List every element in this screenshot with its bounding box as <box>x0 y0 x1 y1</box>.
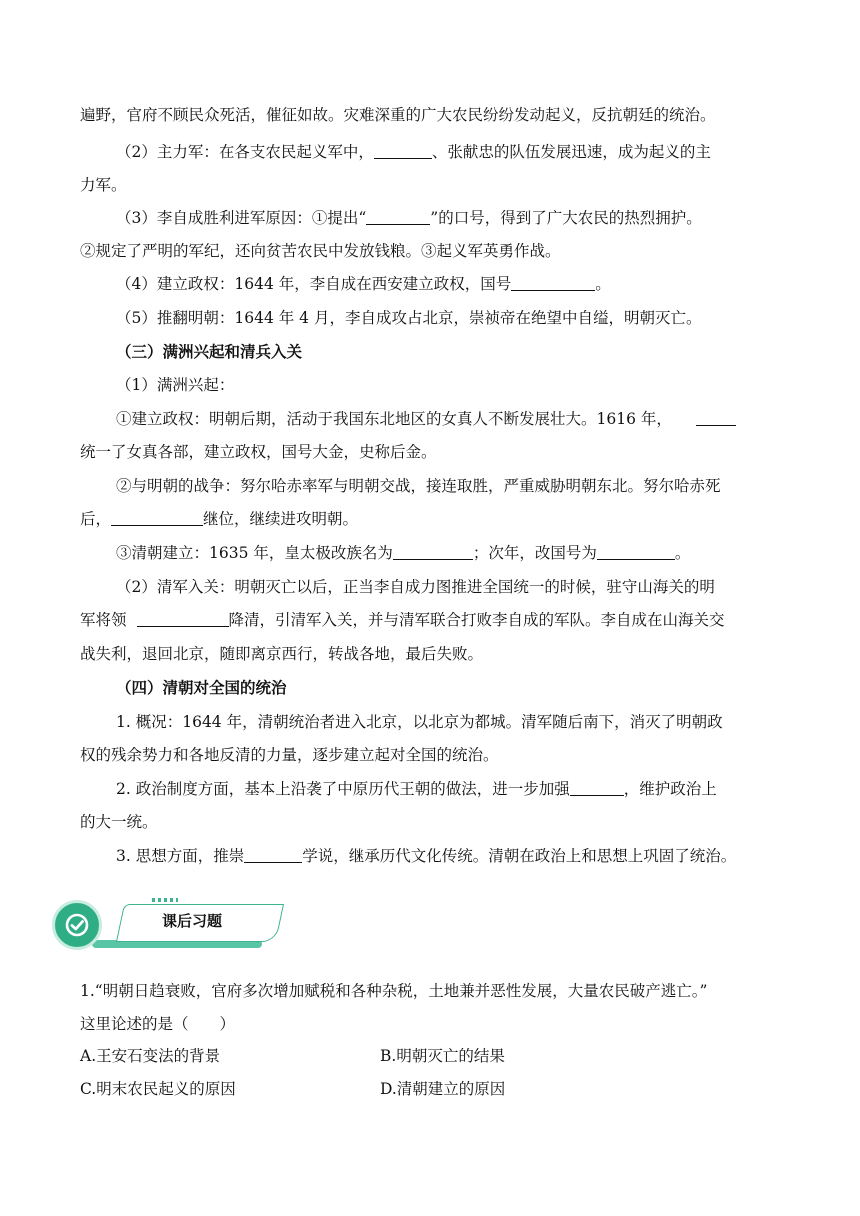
question-1-stem: 1.“明朝日趋衰败，官府多次增加赋税和各种杂税，土地兼并恶性发展，大量农民破产逃亡。” <box>80 982 708 1000</box>
paragraph-qing-entry-cont-2: 战失利，退回北京，随即离京西行，转战各地，最后失败。 <box>80 645 484 663</box>
paragraph-war-with-ming-cont: 后， 继位，继续进攻明朝。 <box>80 510 359 528</box>
answer-blank[interactable] <box>111 510 203 526</box>
paragraph-qing-entry-cont: 军将领 降清，引清军入关，并与清军联合打败李自成的军队。李自成在山海关交 <box>80 611 725 629</box>
answer-blank[interactable] <box>244 847 302 863</box>
answer-blank[interactable] <box>393 544 473 560</box>
answer-blank[interactable] <box>374 143 432 159</box>
option-a[interactable]: A.王安石变法的背景 <box>80 1047 221 1065</box>
paragraph-qing-entry: （2）清军入关：明朝灭亡以后，正当李自成力图推进全国统一的时候，驻守山海关的明 <box>116 578 715 596</box>
banner-label: 课后习题 <box>162 912 223 930</box>
answer-blank[interactable] <box>597 544 675 560</box>
answer-blank[interactable] <box>366 209 430 225</box>
paragraph-qing-founded: ③清朝建立：1635 年，皇太极改族名为 ；次年，改国号为 。 <box>116 544 691 562</box>
exercise-section-banner <box>52 896 242 954</box>
paragraph-manchu-rise: （1）满洲兴起： <box>116 376 235 394</box>
paragraph-political-system-cont: 的大一统。 <box>80 813 158 831</box>
option-c[interactable]: C.明末农民起义的原因 <box>80 1080 236 1098</box>
banner-stripes <box>152 898 178 902</box>
answer-blank[interactable] <box>570 780 624 796</box>
check-circle-icon <box>52 900 102 950</box>
paragraph-political-system: 2. 政治制度方面，基本上沿袭了中原历代王朝的做法，进一步加强 ，维护政治上 <box>116 780 717 798</box>
paragraph-main-force: （2）主力军：在各支农民起义军中， 、张献忠的队伍发展迅速，成为起义的主 <box>116 143 711 161</box>
paragraph-famine: 遍野，官府不顾民众死活，催征如故。灾难深重的广大农民纷纷发动起义，反抗朝廷的统治。 <box>80 106 716 124</box>
paragraph-war-with-ming: ②与明朝的战争：努尔哈赤率军与明朝交战，接连取胜，严重威胁明朝东北。努尔哈赤死 <box>116 477 721 495</box>
answer-blank[interactable] <box>511 275 595 291</box>
paragraph-ideology: 3. 思想方面，推崇 学说，继承历代文化传统。清朝在政治上和思想上巩固了统治。 <box>116 847 737 865</box>
paragraph-overview: 1. 概况：1644 年，清朝统治者进入北京，以北京为都城。清军随后南下，消灭了明朝政 <box>116 713 723 731</box>
option-d[interactable]: D.清朝建立的原因 <box>380 1080 506 1098</box>
paragraph-victory-reasons-cont: ②规定了严明的军纪，还向贫苦农民中发放钱粮。③起义军英勇作战。 <box>80 242 561 260</box>
paragraph-later-jin: ①建立政权：明朝后期，活动于我国东北地区的女真人不断发展壮大。1616 年， <box>116 408 780 430</box>
paragraph-overview-cont: 权的残余势力和各地反清的力量，逐步建立起对全国的统治。 <box>80 746 499 764</box>
option-b[interactable]: B.明朝灭亡的结果 <box>380 1047 505 1065</box>
section-heading-4: （四）清朝对全国的统治 <box>116 679 287 697</box>
answer-blank[interactable] <box>137 611 229 627</box>
answer-blank[interactable] <box>696 410 736 426</box>
question-1-stem-cont: 这里论述的是（ ） <box>80 1015 236 1033</box>
paragraph-victory-reasons: （3）李自成胜利进军原因：①提出“ ”的口号，得到了广大农民的热烈拥护。 <box>116 209 702 227</box>
section-heading-3: （三）满洲兴起和清兵入关 <box>116 343 303 361</box>
paragraph-regime: （4）建立政权：1644 年，李自成在西安建立政权，国号 。 <box>116 275 611 293</box>
paragraph-overthrow: （5）推翻明朝：1644 年 4 月，李自成攻占北京，崇祯帝在绝望中自缢，明朝灭亡。 <box>116 309 702 327</box>
paragraph-later-jin-cont: 统一了女真各部，建立政权，国号大金，史称后金。 <box>80 443 437 461</box>
paragraph-main-force-cont: 力军。 <box>80 176 127 194</box>
